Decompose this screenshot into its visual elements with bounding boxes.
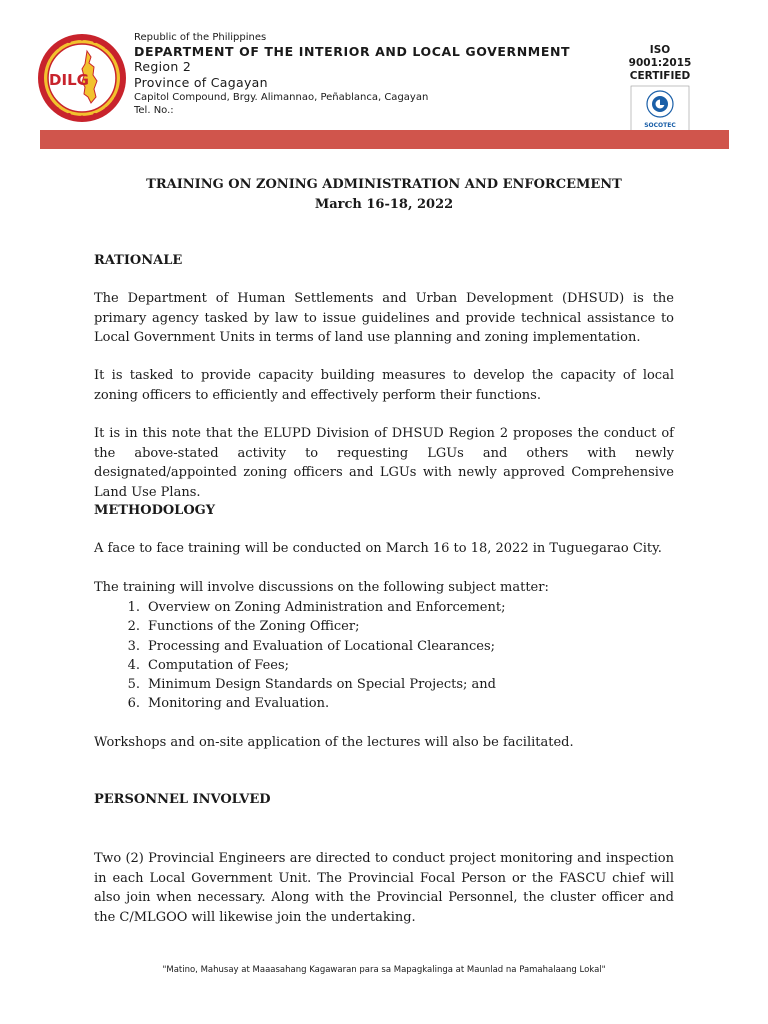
list-item: 2. Functions of the Zoning Officer;: [127, 619, 360, 635]
socotec-label: SOCOTEC: [644, 122, 676, 129]
rationale-heading: RATIONALE: [94, 253, 183, 268]
socotec-badge-icon: [630, 85, 690, 133]
iso-standard: ISO 9001:2015: [628, 44, 692, 69]
list-item: 5. Minimum Design Standards on Special Projects; and: [127, 677, 496, 693]
department-name: DEPARTMENT OF THE INTERIOR AND LOCAL GOVERNMENT: [134, 44, 571, 59]
letterhead: [134, 32, 594, 117]
rationale-paragraph-1: The Department of Human Settlements and Urban Development (DHSUD) is the primary agency tasked by law to issue guidelines and provide technical assistance to Local Government Units in terms of land use planning and zoning implementation.: [94, 291, 674, 345]
rationale-paragraph-2: It is tasked to provide capacity building measures to develop the capacity of local zoning officers to efficiently and effectively perform their functions.: [94, 368, 674, 403]
telephone-line: Tel. No.:: [134, 105, 174, 116]
region-label: Region 2: [134, 59, 192, 74]
methodology-paragraph-2: The training will involve discussions on the following subject matter:: [94, 580, 549, 595]
list-item: 1. Overview on Zoning Administration and Enforcement;: [127, 600, 506, 615]
list-item: 3. Processing and Evaluation of Locational Clearances;: [127, 638, 496, 654]
personnel-paragraph-1: Two (2) Provincial Engineers are directed to conduct project monitoring and inspection in each Local Government Unit. The Provincial Focal Person or the FASCU chief will also join when necessary. Along with the Provincial Personnel, the cluster officer and the C/MLGOO will likewise join the undertaking.: [94, 851, 674, 925]
document-date: March 16-18, 2022: [314, 197, 454, 212]
iso-certification: [618, 44, 702, 140]
methodology-paragraph-1: A face to face training will be conducted on March 16 to 18, 2022 in Tuguegarao City.: [94, 541, 662, 556]
document-title: TRAINING ON ZONING ADMINISTRATION AND ENFORCEMENT: [146, 177, 622, 192]
personnel-heading: PERSONNEL INVOLVED: [94, 792, 271, 807]
address-line: Capitol Compound, Brgy. Alimannao, Peñablanca, Cagayan: [134, 92, 429, 103]
header-divider-bar: [40, 130, 729, 149]
dilg-logo-icon: [37, 33, 127, 123]
subject-matter-list: [94, 598, 674, 714]
footer-motto: "Matino, Mahusay at Maaasahang Kagawaran para sa Mapagkalinga at Maunlad na Pamahalaang Lokal": [162, 965, 606, 975]
list-item: 6. Monitoring and Evaluation.: [127, 696, 330, 712]
document-title-block: [0, 175, 768, 215]
methodology-paragraph-3: Workshops and on-site application of the lectures will also be facilitated.: [94, 735, 574, 750]
list-item: 4. Computation of Fees;: [127, 657, 290, 673]
province-label: Province of Cagayan: [134, 75, 268, 90]
logo-text: DILG: [49, 71, 89, 89]
republic-label: Republic of the Philippines: [134, 32, 267, 43]
methodology-heading: METHODOLOGY: [94, 503, 216, 518]
iso-certified: CERTIFIED: [629, 70, 691, 82]
rationale-paragraph-3: It is in this note that the ELUPD Division of DHSUD Region 2 proposes the conduct of the above-stated activity to requesting LGUs and others with newly designated/appointed zoning officers and LGUs with newly approved Comprehensive Land Use Plans.: [94, 426, 674, 500]
